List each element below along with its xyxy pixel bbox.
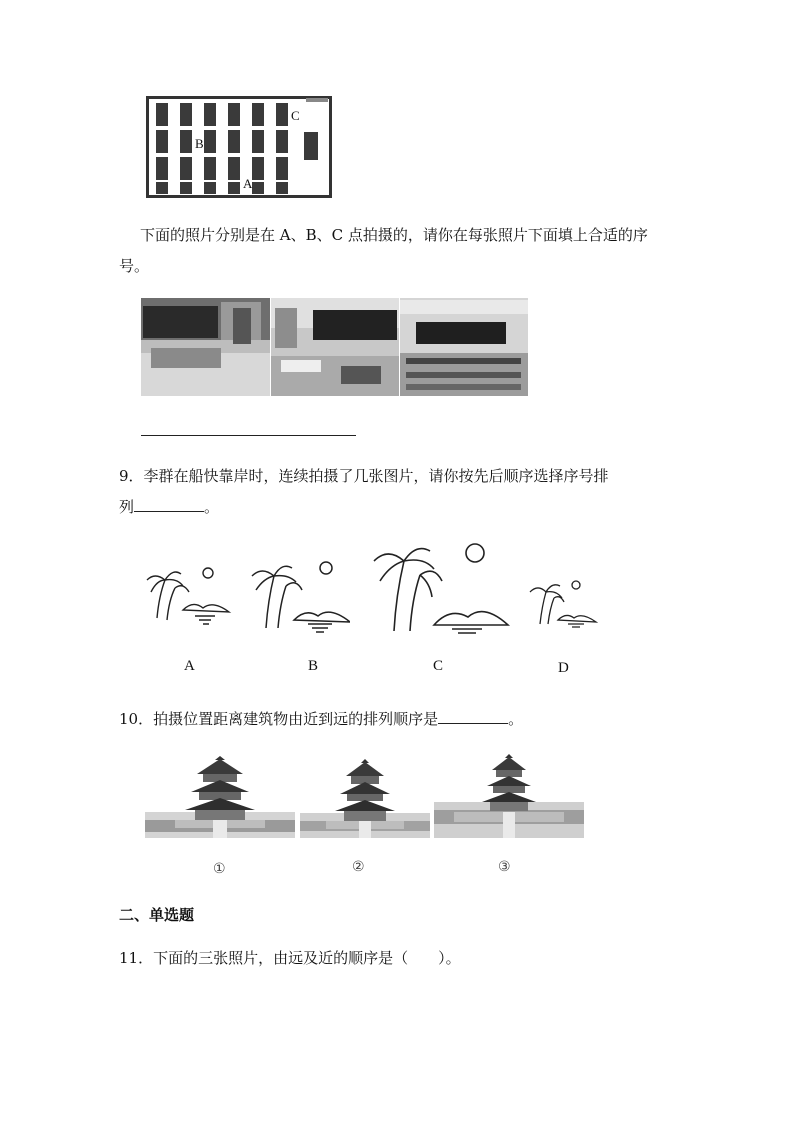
q8-line1: 下面的照片分别是在 A、B、C 点拍摄的，请你在每张照片下面填上合适的序 (140, 226, 648, 244)
section-title: 二、单选题 (119, 906, 195, 924)
q9-image-b (250, 560, 350, 634)
q10-image-2 (300, 757, 430, 838)
q9-line2-prefix: 列 (119, 498, 135, 516)
q10-answer-blank[interactable] (438, 708, 508, 724)
q9-label-a: A (184, 658, 195, 674)
q9-line2-suffix: 。 (204, 498, 220, 516)
point-a-label: A (243, 176, 253, 191)
point-b-label: B (195, 136, 204, 151)
q10-prefix: 10．拍摄位置距离建筑物由近到远的排列顺序是 (119, 710, 439, 728)
q8-line2: 号。 (119, 257, 150, 275)
q9-label-b: B (308, 658, 319, 674)
q9-answer-blank[interactable] (134, 496, 204, 512)
q10-label-1: ① (213, 861, 226, 877)
q9-label-c: C (433, 658, 444, 674)
q9-label-d: D (558, 660, 569, 676)
q11-question: 11．下面的三张照片，由远及近的顺序是（ ）。 (119, 949, 461, 967)
point-c-label: C (291, 108, 300, 123)
q9-image-c (372, 541, 510, 635)
q10-question (119, 708, 523, 730)
q9-image-d (528, 578, 598, 628)
classroom-floorplan (146, 96, 332, 198)
q9-image-a (145, 566, 233, 634)
q9-line1: 9．李群在船快靠岸时，连续拍摄了几张图片，请你按先后顺序选择序号排 (119, 467, 609, 485)
classroom-photos (141, 298, 528, 396)
q10-image-1 (145, 754, 295, 838)
q10-suffix: 。 (508, 710, 524, 728)
q10-label-2: ② (352, 859, 365, 875)
q8-answer-line[interactable] (141, 435, 356, 436)
q10-image-3 (434, 752, 584, 838)
q9-line2 (119, 496, 219, 518)
q10-label-3: ③ (498, 859, 511, 875)
